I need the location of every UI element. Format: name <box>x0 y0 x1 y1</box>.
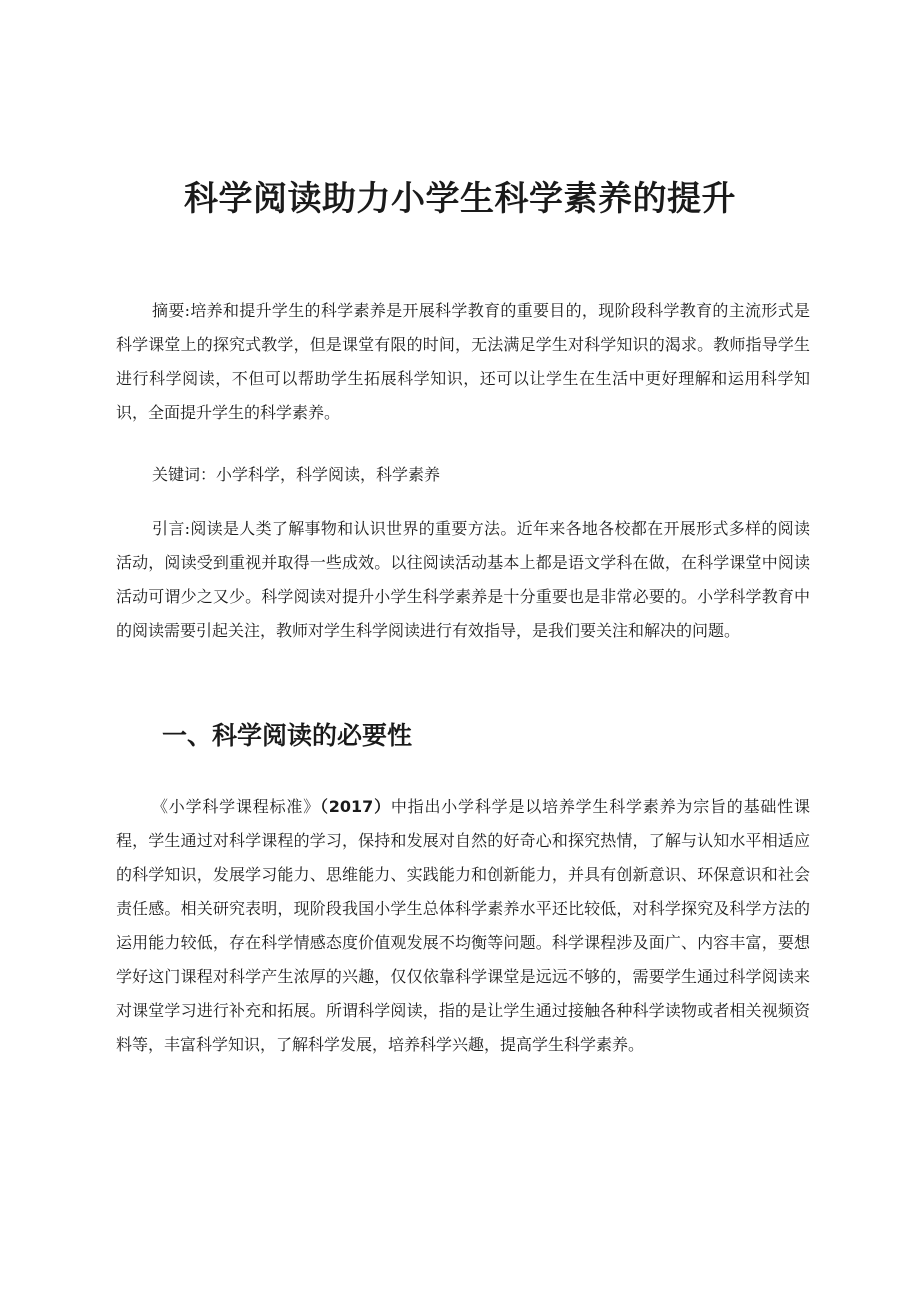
keywords-line: 关键词：小学科学，科学阅读，科学素养 <box>152 465 441 484</box>
intro-paragraph: 引言:阅读是人类了解事物和认识世界的重要方法。近年来各地各校都在开展形式多样的阅读活动，阅读受到重视并取得一些成效。以往阅读活动基本上都是语文学科在做，在科学课堂中阅读活动可谓少之又少。科学阅读对提升小学生科学素养是十分重要也是非常必要的。小学科学教育中的阅读需要引起关注，教师对学生科学阅读进行有效指导，是我们要关注和解决的问题。 <box>116 519 810 640</box>
section-body-text: 中指出小学科学是以培养学生科学素养为宗旨的基础性课程，学生通过对科学课程的学习，保持和发展对自然的好奇心和探究热情，了解与认知水平相适应的科学知识，发展学习能力、思维能力、实践能力和创新能力，并具有创新意识、环保意识和社会责任感。相关研究表明，现阶段我国小学生总体科学素养水平还比较低，对科学探究及科学方法的运用能力较低，存在科学情感态度价值观发展不均衡等问题。科学课程涉及面广、内容丰富，要想学好这门课程对科学产生浓厚的兴趣，仅仅依靠科学课堂是远远不够的，需要学生通过科学阅读来对课堂学习进行补充和拓展。所谓科学阅读，指的是让学生通过接触各种科学读物或者相关视频资料等，丰富科学知识，了解科学发展，培养科学兴趣，提高学生科学素养。 <box>116 797 810 1054</box>
section-heading: 一、科学阅读的必要性 <box>162 721 413 750</box>
standard-year: （2017） <box>319 797 391 816</box>
section-body-paragraph <box>116 790 810 1062</box>
standard-citation: 《小学科学课程标准》 <box>152 797 320 816</box>
document-title: 科学阅读助力小学生科学素养的提升 <box>184 178 736 219</box>
abstract-paragraph: 摘要:培养和提升学生的科学素养是开展科学教育的重要目的，现阶段科学教育的主流形式是科学课堂上的探究式教学，但是课堂有限的时间，无法满足学生对科学知识的渴求。教师指导学生进行科学阅读，不但可以帮助学生拓展科学知识，还可以让学生在生活中更好理解和运用科学知识，全面提升学生的科学素养。 <box>116 301 810 422</box>
